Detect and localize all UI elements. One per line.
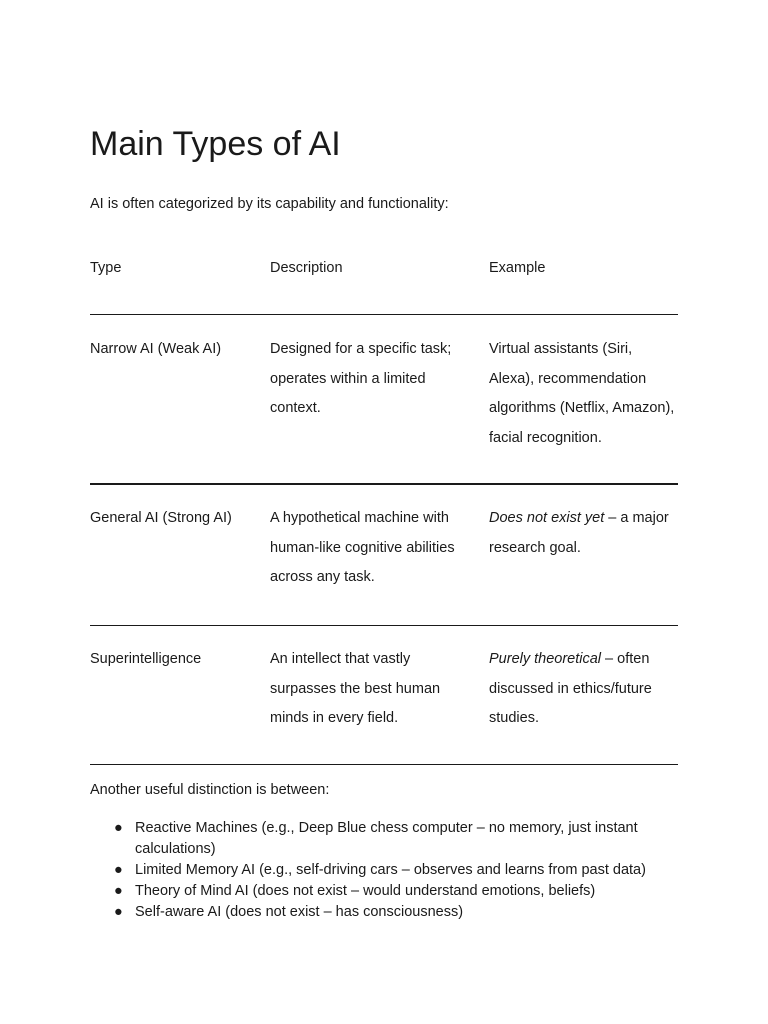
cell-description xyxy=(270,504,470,593)
example-text: – a major xyxy=(604,510,669,526)
cell-description xyxy=(270,335,470,424)
cell-example xyxy=(489,504,681,563)
list-item xyxy=(90,818,678,860)
column-header-type: Type xyxy=(90,260,122,276)
example-line xyxy=(489,504,681,534)
page-title: Main Types of AI xyxy=(90,125,341,163)
column-header-example: Example xyxy=(489,260,546,276)
example-line: studies. xyxy=(489,710,539,726)
example-line: facial recognition. xyxy=(489,429,602,446)
list-item xyxy=(90,860,678,881)
example-line xyxy=(489,645,681,675)
example-line: algorithms (Netflix, Amazon), xyxy=(489,400,675,416)
description-line: An intellect that vastly xyxy=(270,651,411,667)
example-line: research goal. xyxy=(489,539,581,556)
bullet-icon: ● xyxy=(114,883,123,899)
cell-type: General AI (Strong AI) xyxy=(90,510,232,526)
table-bottom-divider xyxy=(90,764,678,765)
table-row-divider xyxy=(90,483,678,485)
cell-type: Superintelligence xyxy=(90,651,202,667)
description-line: operates within a limited xyxy=(270,370,426,387)
cell-type: Narrow AI (Weak AI) xyxy=(90,341,222,357)
example-emphasis: Purely theoretical xyxy=(489,651,602,667)
bullet-icon: ● xyxy=(114,904,123,920)
distinction-list xyxy=(90,818,678,923)
list-item xyxy=(90,881,678,902)
bullet-icon: ● xyxy=(114,862,123,878)
example-text: – often xyxy=(601,651,650,667)
cell-example xyxy=(489,645,681,734)
description-line: human-like cognitive abilities xyxy=(270,539,455,556)
description-line: minds in every field. xyxy=(270,710,399,726)
list-item-text: Limited Memory AI (e.g., self-driving cars – observes and learns from past data) xyxy=(135,862,646,878)
table-header-divider xyxy=(90,314,678,315)
description-line: context. xyxy=(270,400,321,416)
table-row-divider xyxy=(90,625,678,626)
column-header-description: Description xyxy=(270,260,343,276)
list-item xyxy=(90,902,678,923)
example-line: Virtual assistants (Siri, xyxy=(489,341,633,357)
description-line: surpasses the best human xyxy=(270,680,441,697)
description-line: A hypothetical machine with xyxy=(270,510,449,526)
example-line: discussed in ethics/future xyxy=(489,680,652,697)
list-item-text: Theory of Mind AI (does not exist – would understand emotions, beliefs) xyxy=(135,883,596,899)
bullet-icon: ● xyxy=(114,820,123,836)
example-line: Alexa), recommendation xyxy=(489,370,647,387)
intro-paragraph: AI is often categorized by its capability and functionality: xyxy=(90,196,449,212)
cell-example xyxy=(489,335,681,453)
description-line: across any task. xyxy=(270,569,375,585)
cell-description xyxy=(270,645,470,734)
description-line: Designed for a specific task; xyxy=(270,341,452,357)
example-emphasis: Does not exist yet xyxy=(489,510,605,526)
distinction-paragraph: Another useful distinction is between: xyxy=(90,782,330,798)
list-item-text: Self-aware AI (does not exist – has consciousness) xyxy=(135,904,464,920)
list-item-text: Reactive Machines (e.g., Deep Blue chess computer – no memory, just instant calculations) xyxy=(135,820,638,857)
